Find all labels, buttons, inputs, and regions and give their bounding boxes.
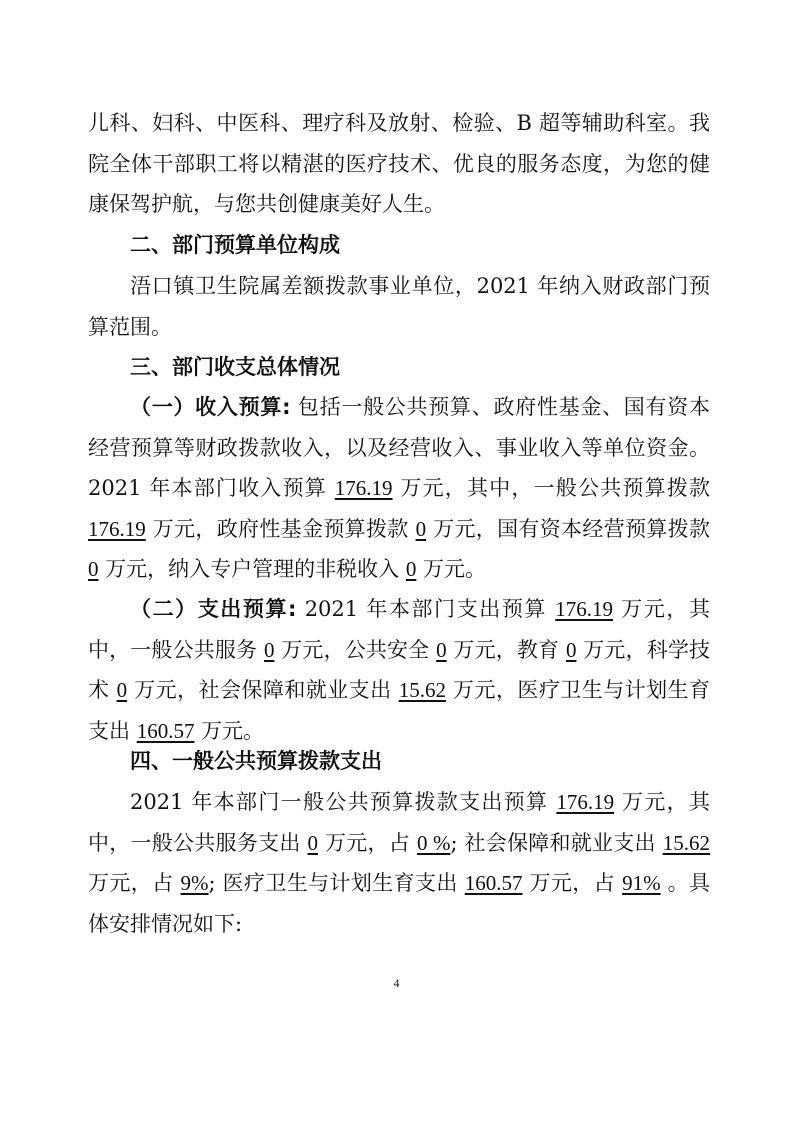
- income-text-6: 万元。: [416, 557, 487, 581]
- income-text-3: 万元，政府性基金预算拨款: [145, 516, 416, 541]
- gb-general-service-percent: 0 %: [416, 830, 451, 855]
- expense-general-service-value: 0: [263, 637, 275, 662]
- expense-science-value: 0: [116, 678, 128, 702]
- intro-paragraph: 儿科、妇科、中医科、理疗科及放射、检验、B 超等辅助科室。我院全体干部职工将以精湛的医疗技术、优良的服务态度，为您的健康保驾护航，与您共创健康美好人生。: [88, 111, 710, 216]
- gb-text-4: ; 社会保障和就业支出: [450, 830, 663, 855]
- gb-health-percent: 91%: [622, 871, 661, 895]
- section2-heading: 二、部门预算单位构成: [130, 233, 340, 257]
- expense-social-security-value: 15.62: [398, 678, 446, 702]
- income-text-1: 包括一般公共预算、政府性基金、国有资本经营预算等财政拨款收入，以及经营收入、事业收入等单位资金。2021 年本部门收入预算: [88, 395, 710, 500]
- expense-education-value: 0: [565, 637, 577, 662]
- income-label: （一）收入预算:: [130, 395, 291, 419]
- expense-budget-paragraph: [88, 589, 710, 751]
- gb-text-1: 2021 年本部门一般公共预算拨款支出预算: [130, 790, 557, 814]
- section3-heading: 三、部门收支总体情况: [130, 355, 340, 379]
- gb-text-5: 万元，占: [88, 871, 181, 895]
- income-state-capital-value: 0: [88, 557, 99, 581]
- gb-total-value: 176.19: [556, 790, 615, 814]
- section2-body: 浯口镇卫生院属差额拨款事业单位，2021 年纳入财政部门预算范围。: [88, 274, 710, 339]
- expense-text-7: 万元，医疗卫生与计划生育支出: [88, 678, 710, 743]
- income-nontax-value: 0: [405, 557, 417, 581]
- income-total-value: 176.19: [334, 476, 393, 500]
- expense-text-4: 万元，教育: [446, 637, 566, 662]
- gb-text-6: ; 医疗卫生与计划生育支出: [208, 871, 465, 895]
- income-text-4: 万元，国有资本经营预算拨款: [426, 516, 710, 541]
- income-text-2: 万元，其中，一般公共预算拨款: [392, 476, 710, 500]
- section4-heading: 四、一般公共预算拨款支出: [130, 749, 382, 773]
- expense-text-6: 万元，社会保障和就业支出: [127, 678, 399, 702]
- gb-social-security-value: 15.62: [662, 830, 710, 855]
- expense-public-safety-value: 0: [436, 637, 447, 662]
- expense-total-value: 176.19: [555, 597, 613, 621]
- expense-health-value: 160.57: [136, 718, 195, 743]
- gb-general-service-value: 0: [307, 830, 319, 855]
- income-budget-paragraph: [88, 387, 710, 590]
- gb-text-2: 万元，其中，一般公共服务支出: [88, 790, 710, 855]
- expense-text-2: 万元，其中，一般公共服务: [88, 597, 710, 662]
- income-fund-value: 0: [415, 516, 427, 541]
- gb-text-3: 万元，占: [318, 830, 417, 855]
- gb-text-8: 。具体安排情况如下:: [88, 871, 710, 936]
- expense-text-1: 2021 年本部门支出预算: [296, 597, 556, 621]
- expense-text-8: 万元。: [194, 718, 265, 743]
- expense-label: （二）支出预算:: [130, 597, 297, 621]
- page-number: 4: [393, 976, 400, 990]
- gb-health-value: 160.57: [464, 871, 523, 895]
- expense-text-3: 万元，公共安全: [274, 637, 437, 662]
- income-text-5: 万元，纳入专户管理的非税收入: [98, 557, 406, 581]
- gb-social-security-percent: 9%: [180, 871, 209, 895]
- income-general-value: 176.19: [88, 516, 146, 541]
- expense-text-5: 万元，科学技术: [88, 637, 710, 702]
- general-budget-paragraph: [88, 782, 710, 944]
- gb-text-7: 万元，占: [522, 871, 623, 895]
